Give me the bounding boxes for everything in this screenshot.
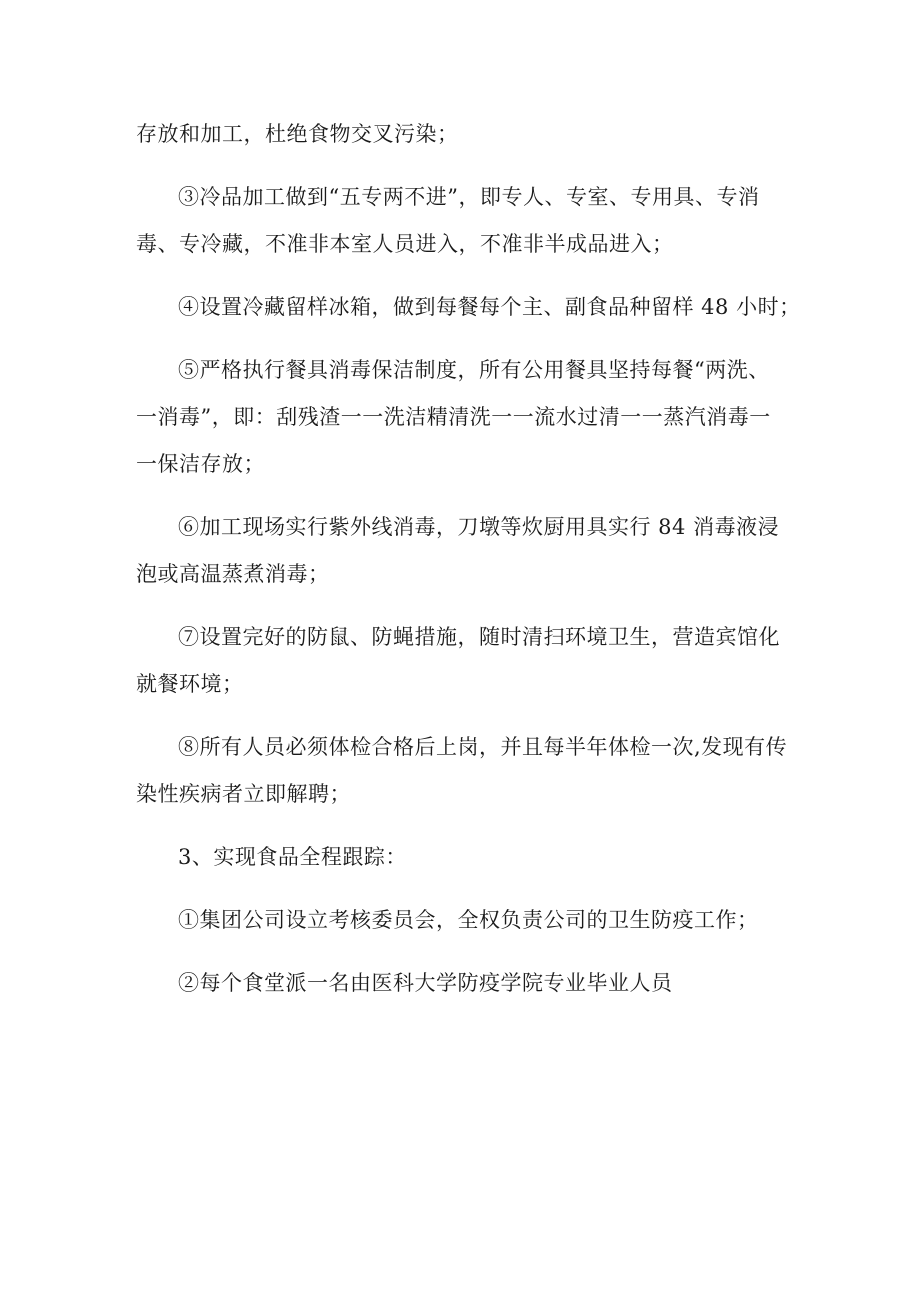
text-line: ②每个食堂派一名由医科大学防疫学院专业毕业人员 [178,971,673,995]
text-line: ④设置冷藏留样冰箱，做到每餐每个主、副食品种留样 48 小时； [178,295,801,319]
paragraph-tableware-disinfection [136,347,800,488]
text-line: ⑥加工现场实行紫外线消毒，刀墩等炊厨用具实行 84 消毒液浸 [178,515,780,539]
text-line: 3、实现食品全程跟踪： [178,845,407,869]
paragraph-cold-food [136,174,800,268]
paragraph-health-check [136,724,800,818]
text-line: ⑧所有人员必须体检合格后上岗，并且每半年体检一次,发现有传 [178,735,788,759]
paragraph-storage [136,111,800,158]
text-line: ①集团公司设立考核委员会，全权负责公司的卫生防疫工作； [178,908,759,932]
text-line: 就餐环境； [136,672,244,696]
document-body [136,111,800,1023]
text-line: 一保洁存放； [136,452,265,476]
paragraph-assessment-committee [136,897,800,944]
text-line: ⑤严格执行餐具消毒保洁制度，所有公用餐具坚持每餐“两洗、 [178,358,770,382]
text-line: 存放和加工，杜绝食物交叉污染； [136,122,459,146]
text-line: 泡或高温蒸煮消毒； [136,562,330,586]
paragraph-uv-disinfection [136,504,800,598]
section-heading-food-tracking [136,834,800,881]
text-line: ⑦设置完好的防鼠、防蝇措施，随时清扫环境卫生，营造宾馆化 [178,625,780,649]
text-line: 染性疾病者立即解聘； [136,782,351,806]
text-line: ③冷品加工做到“五专两不进”，即专人、专室、专用具、专消 [178,185,760,209]
paragraph-canteen-staff [136,960,800,1007]
text-line: 一消毒”，即：刮残渣一一洗洁精清洗一一流水过清一一蒸汽消毒一 [136,405,771,429]
paragraph-sample-fridge [136,284,800,331]
text-line: 毒、专冷藏，不准非本室人员进入，不准非半成品进入； [136,232,674,256]
paragraph-pest-control [136,614,800,708]
